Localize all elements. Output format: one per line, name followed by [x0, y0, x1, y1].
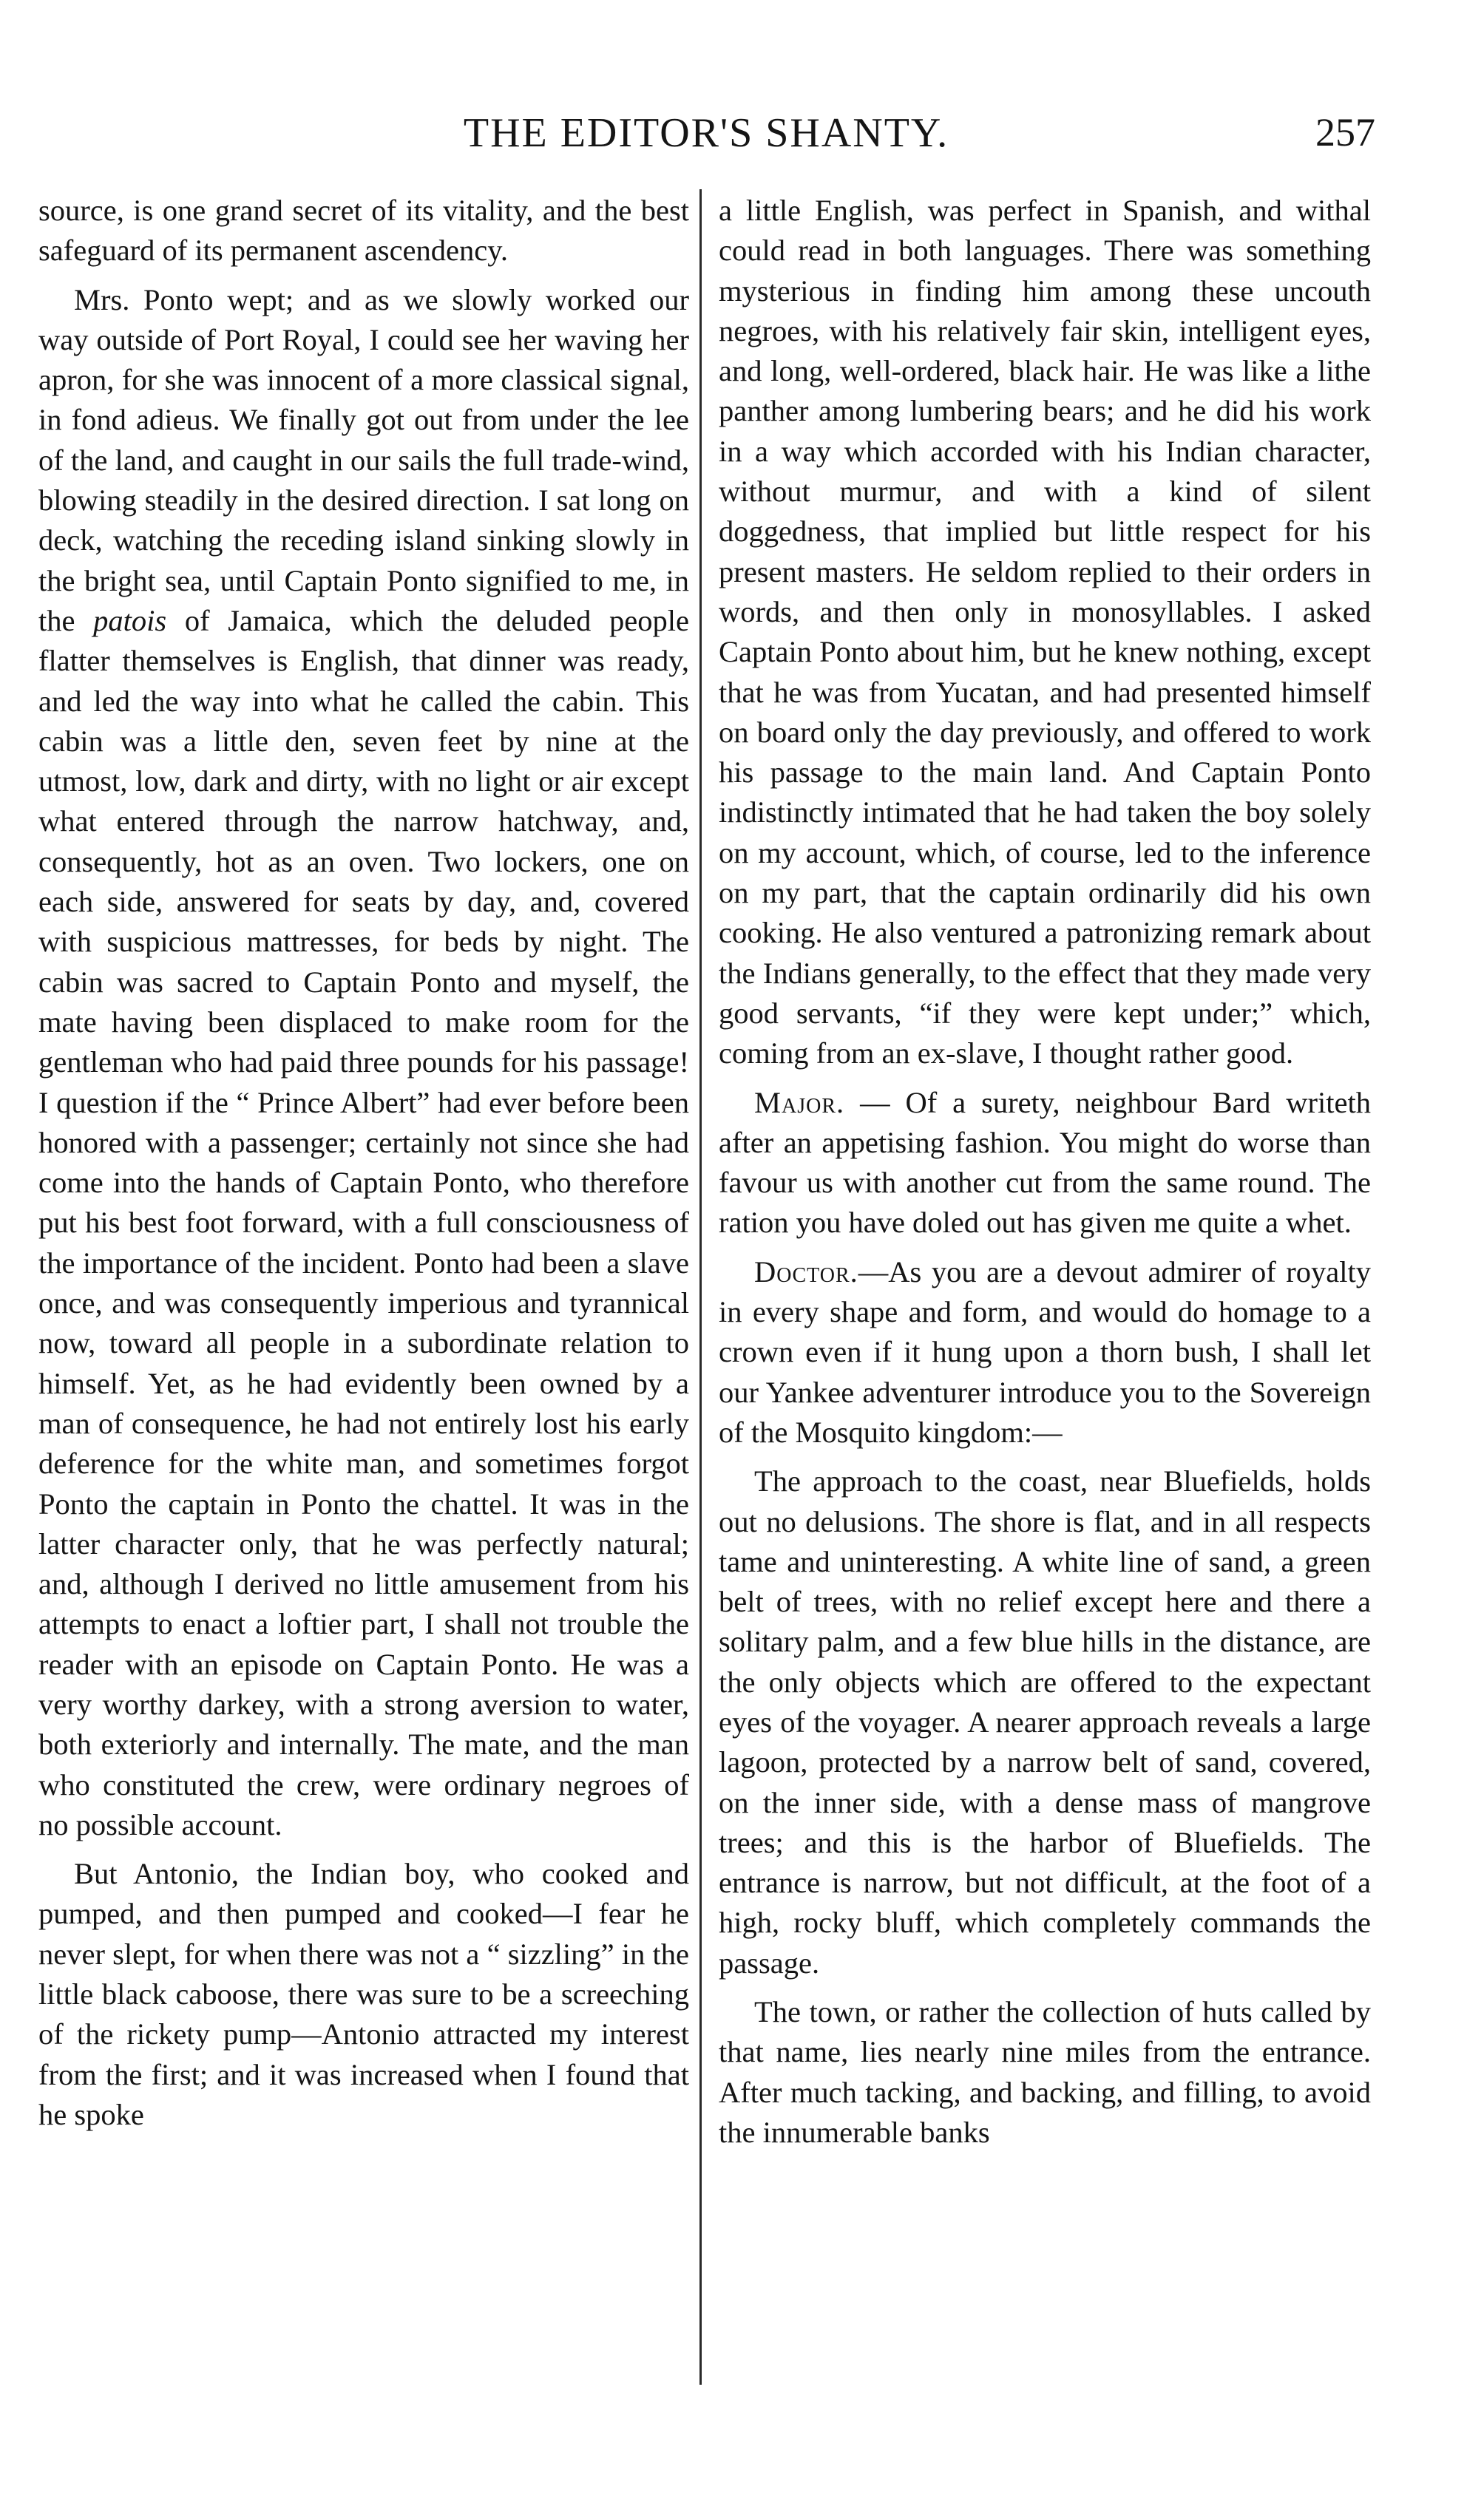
- speaker-name: Doctor.: [754, 1254, 858, 1288]
- dialogue-paragraph: [719, 1083, 1371, 1243]
- page-number: 257: [1315, 110, 1375, 154]
- paragraph-text: The approach to the coast, near Bluefields, holds out no delusions. The shore is flat, and in all respects tame and uninteresting. A white line of sand, a green belt of trees, with no relief except here and there a solitary palm, and a few blue hills in the distance, are the only objects which are offered to the expectant eyes of the voyager. A nearer approach reveals a large lagoon, protected by a narrow belt of sand, covered, on the inner side, with a dense mass of mangrove trees; and this is the harbor of Bluefields. The entrance is narrow, but not difficult, at the foot of a high, rocky bluff, which completely commands the passage.: [719, 1464, 1371, 1980]
- paragraph: [719, 191, 1371, 1074]
- paragraph: [38, 1854, 689, 2135]
- italic-term: patois: [93, 603, 167, 637]
- speaker-name: Major.: [754, 1085, 845, 1119]
- running-title: THE EDITOR'S SHANTY.: [463, 110, 949, 156]
- column-divider: [699, 189, 702, 2385]
- paragraph-text: Mrs. Ponto wept; and as we slowly worked our way outside of Port Royal, I could see her waving her apron, for she was innocent of a more classical signal, in fond adieus. We finally got out from under the lee of the land, and caught in our sails the full trade-wind, blowing steadily in the desired direction. I sat long on deck, watching the receding island sinking slowly in the bright sea, until Captain Ponto signified to me, in the: [38, 282, 689, 637]
- paragraph-text: The town, or rather the collection of huts called by that name, lies nearly nine miles from the entrance. After much tacking, and backing, and filling, to avoid the innumerable banks: [719, 1995, 1371, 2149]
- paragraph: [38, 191, 689, 271]
- paragraph-text: But Antonio, the Indian boy, who cooked and pumped, and then pumped and cooked—I fear he never slept, for when there was not a “ sizzling” in the little black caboose, there was sure to be a screeching of the rickety pump—Antonio attracted my interest from the first; and it was increased when I found that he spoke: [38, 1857, 689, 2131]
- paragraph-text: — Of a surety, neighbour Bard writeth after an appetising fashion. You might do worse than favour us with another cut from the same round. The ration you have doled out has given me quite a whet.: [719, 1085, 1371, 1240]
- paragraph-text: source, is one grand secret of its vitality, and the best safeguard of its permanent ascendency.: [38, 194, 689, 268]
- paragraph-text: of Jamaica, which the deluded people flatter themselves is English, that dinner was ready, and led the way into what he called the cabin. This cabin was a little den, seven feet by nine at the utmost, low, dark and dirty, with no light or air except what entered through the narrow hatchway, and, consequently, hot as an oven. Two lockers, one on each side, answered for seats by day, and, covered with suspicious mattresses, for beds by night. The cabin was sacred to Captain Ponto and myself, the mate having been displaced to make room for the gentleman who had paid three pounds for his passage! I question if the “ Prince Albert” had ever before been honored with a passenger; certainly not since she had come into the hands of Captain Ponto, who therefore put his best foot forward, with a full consciousness of the importance of the incident. Ponto had been a slave once, and was consequently imperious and tyrannical now, toward all people in a subordinate relation to himself. Yet, as he had evidently been owned by a man of consequence, he had not entirely lost his early deference for the white man, and sometimes forgot Ponto the captain in Ponto the chattel. It was in the latter character only, that he was perfectly natural; and, although I derived no little amusement from his attempts to enact a loftier part, I shall not trouble the reader with an episode on Captain Ponto. He was a very worthy darkey, with a strong aversion to water, both exteriorly and internally. The mate, and the man who constituted the crew, were ordinary negroes of no possible account.: [38, 603, 689, 1841]
- paragraph-text: —As you are a devout admirer of royalty in every shape and form, and would do homage to a crown even if it hung upon a thorn bush, I shall let our Yankee adventurer introduce you to the Sovereign of the Mosquito kingdom:—: [719, 1254, 1371, 1449]
- paragraph: [719, 1992, 1371, 2153]
- right-column: [719, 191, 1371, 2161]
- paragraph-text: a little English, was perfect in Spanish, and withal could read in both languages. There was something mysterious in finding him among these uncouth negroes, with his relatively fair skin, intelligent eyes, and long, well-ordered, black hair. He was like a lithe panther among lumbering bears; and he did his work in a way which accorded with his Indian character, without murmur, and with a kind of silent doggedness, that implied but little respect for his present masters. He seldom replied to their orders in words, and then only in monosyllables. I asked Captain Ponto about him, but he knew nothing, except that he was from Yucatan, and had presented himself on board only the day previously, and offered to work his passage to the main land. And Captain Ponto indistinctly intimated that he had taken the boy solely on my account, which, of course, led to the inference on my part, that the captain ordinarily did his own cooking. He also ventured a patronizing remark about the Indians generally, to the effect that they made very good servants, “if they were kept under;” which, coming from an ex-slave, I thought rather good.: [719, 194, 1371, 1070]
- left-column: [38, 191, 689, 2144]
- paragraph: [719, 1461, 1371, 1983]
- paragraph: [38, 280, 689, 1846]
- running-header: [37, 109, 1375, 169]
- dialogue-paragraph: [719, 1252, 1371, 1453]
